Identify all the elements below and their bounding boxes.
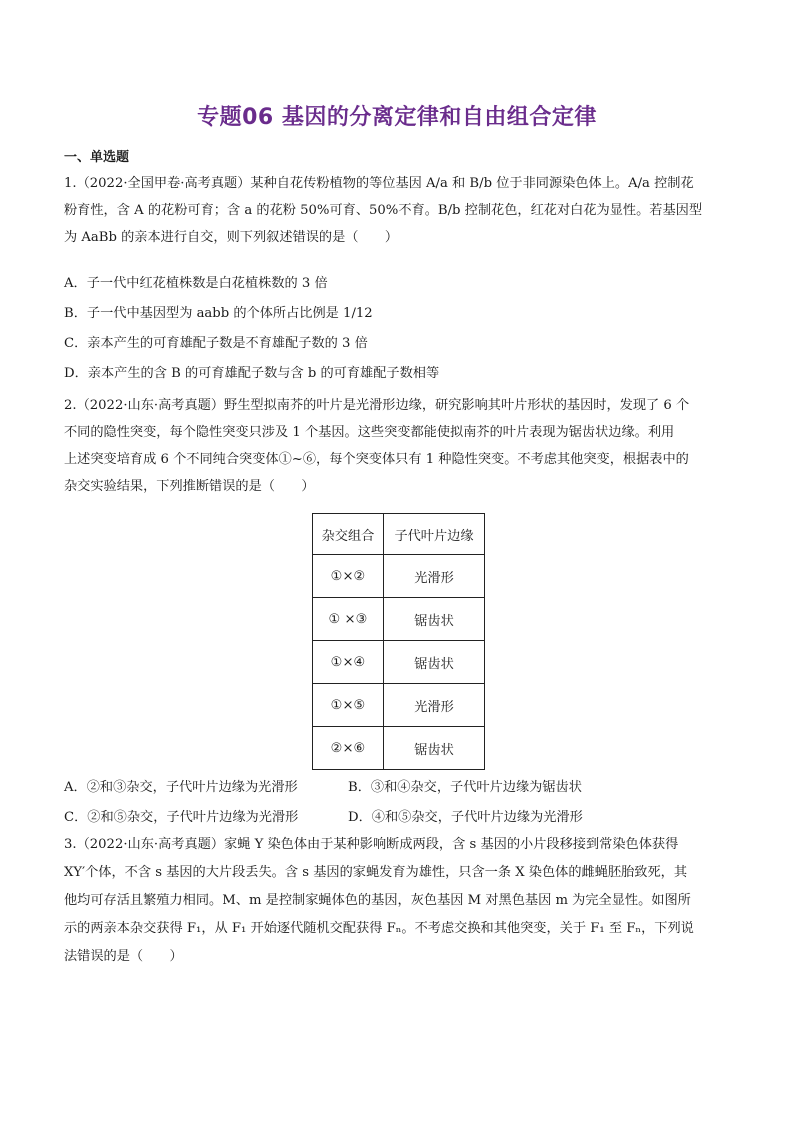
question-2-option-a: A．②和③杂交，子代叶片边缘为光滑形 <box>64 780 298 795</box>
table-cell: 光滑形 <box>384 555 485 598</box>
question-2-option-d: D．④和⑤杂交，子代叶片边缘为光滑形 <box>348 810 583 825</box>
cross-results-table <box>312 513 485 770</box>
question-3-stem <box>64 831 732 971</box>
question-1-line: 粉育性，含 A 的花粉可育；含 a 的花粉 50%可育、50%不育。B/b 控制花色，红花对白花为显性。若基因型 <box>64 203 703 218</box>
question-3-line: 法错误的是（ ） <box>64 949 183 964</box>
table-cell: 锯齿状 <box>384 641 485 684</box>
question-3-line: 他均可存活且繁殖力相同。M、m 是控制家蝇体色的基因，灰色基因 M 对黑色基因 m 为完全显性。如图所 <box>64 893 691 908</box>
table-cell: ①×② <box>313 555 384 598</box>
table-cell: ①×④ <box>313 641 384 684</box>
question-2-line: 2.（2022·山东·高考真题）野生型拟南芥的叶片是光滑形边缘，研究影响其叶片形状的基因时，发现了 6 个 <box>64 398 690 413</box>
question-1-option-d: D．亲本产生的含 B 的可育雄配子数与含 b 的可育雄配子数相等 <box>64 366 440 381</box>
table-row <box>313 555 485 598</box>
page-title: 专题06 基因的分离定律和自由组合定律 <box>197 105 597 130</box>
table-cell: 锯齿状 <box>384 598 485 641</box>
question-3-line: 示的两亲本杂交获得 F₁，从 F₁ 开始逐代随机交配获得 Fₙ。不考虑交换和其他突变，关于 F₁ 至 Fₙ，下列说 <box>64 921 694 936</box>
question-2-option-c: C．②和⑤杂交，子代叶片边缘为光滑形 <box>64 810 299 825</box>
question-1-option-c: C．亲本产生的可育雄配子数是不育雄配子数的 3 倍 <box>64 336 368 351</box>
question-2-line: 杂交实验结果，下列推断错误的是（ ） <box>64 479 315 494</box>
table-cell: ① ×③ <box>313 598 384 641</box>
question-2-line: 不同的隐性突变，每个隐性突变只涉及 1 个基因。这些突变都能使拟南芥的叶片表现为锯齿状边缘。利用 <box>64 425 675 440</box>
table-cell: 锯齿状 <box>384 727 485 770</box>
table-row <box>313 727 485 770</box>
question-2-option-b: B．③和④杂交，子代叶片边缘为锯齿状 <box>348 780 582 795</box>
table-row <box>313 684 485 727</box>
table-cell: 光滑形 <box>384 684 485 727</box>
question-1-option-a: A．子一代中红花植株数是白花植株数的 3 倍 <box>64 276 328 291</box>
question-2-line: 上述突变培育成 6 个不同纯合突变体①~⑥，每个突变体只有 1 种隐性突变。不考虑其他突变，根据表中的 <box>64 452 689 467</box>
question-1-line: 1.（2022·全国甲卷·高考真题）某种自花传粉植物的等位基因 A/a 和 B/b 位于非同源染色体上。A/a 控制花 <box>64 176 694 191</box>
question-1-stem <box>64 170 732 251</box>
question-2-stem <box>64 392 732 500</box>
table-cell: ①×⑤ <box>313 684 384 727</box>
question-3-line: XY′个体，不含 s 基因的大片段丢失。含 s 基因的家蝇发育为雄性，只含一条 X 染色体的雌蝇胚胎致死，其 <box>64 865 688 880</box>
question-1-option-b: B．子一代中基因型为 aabb 的个体所占比例是 1/12 <box>64 306 373 321</box>
table-header-cell: 杂交组合 <box>313 514 384 555</box>
table-header-row <box>313 514 485 555</box>
question-3-line: 3.（2022·山东·高考真题）家蝇 Y 染色体由于某种影响断成两段，含 s 基因的小片段移接到常染色体获得 <box>64 837 679 852</box>
table-row <box>313 598 485 641</box>
question-1-line: 为 AaBb 的亲本进行自交，则下列叙述错误的是（ ） <box>64 230 399 245</box>
section-heading: 一、单选题 <box>64 150 130 165</box>
table-row <box>313 641 485 684</box>
table-cell: ②×⑥ <box>313 727 384 770</box>
table-header-cell: 子代叶片边缘 <box>384 514 485 555</box>
